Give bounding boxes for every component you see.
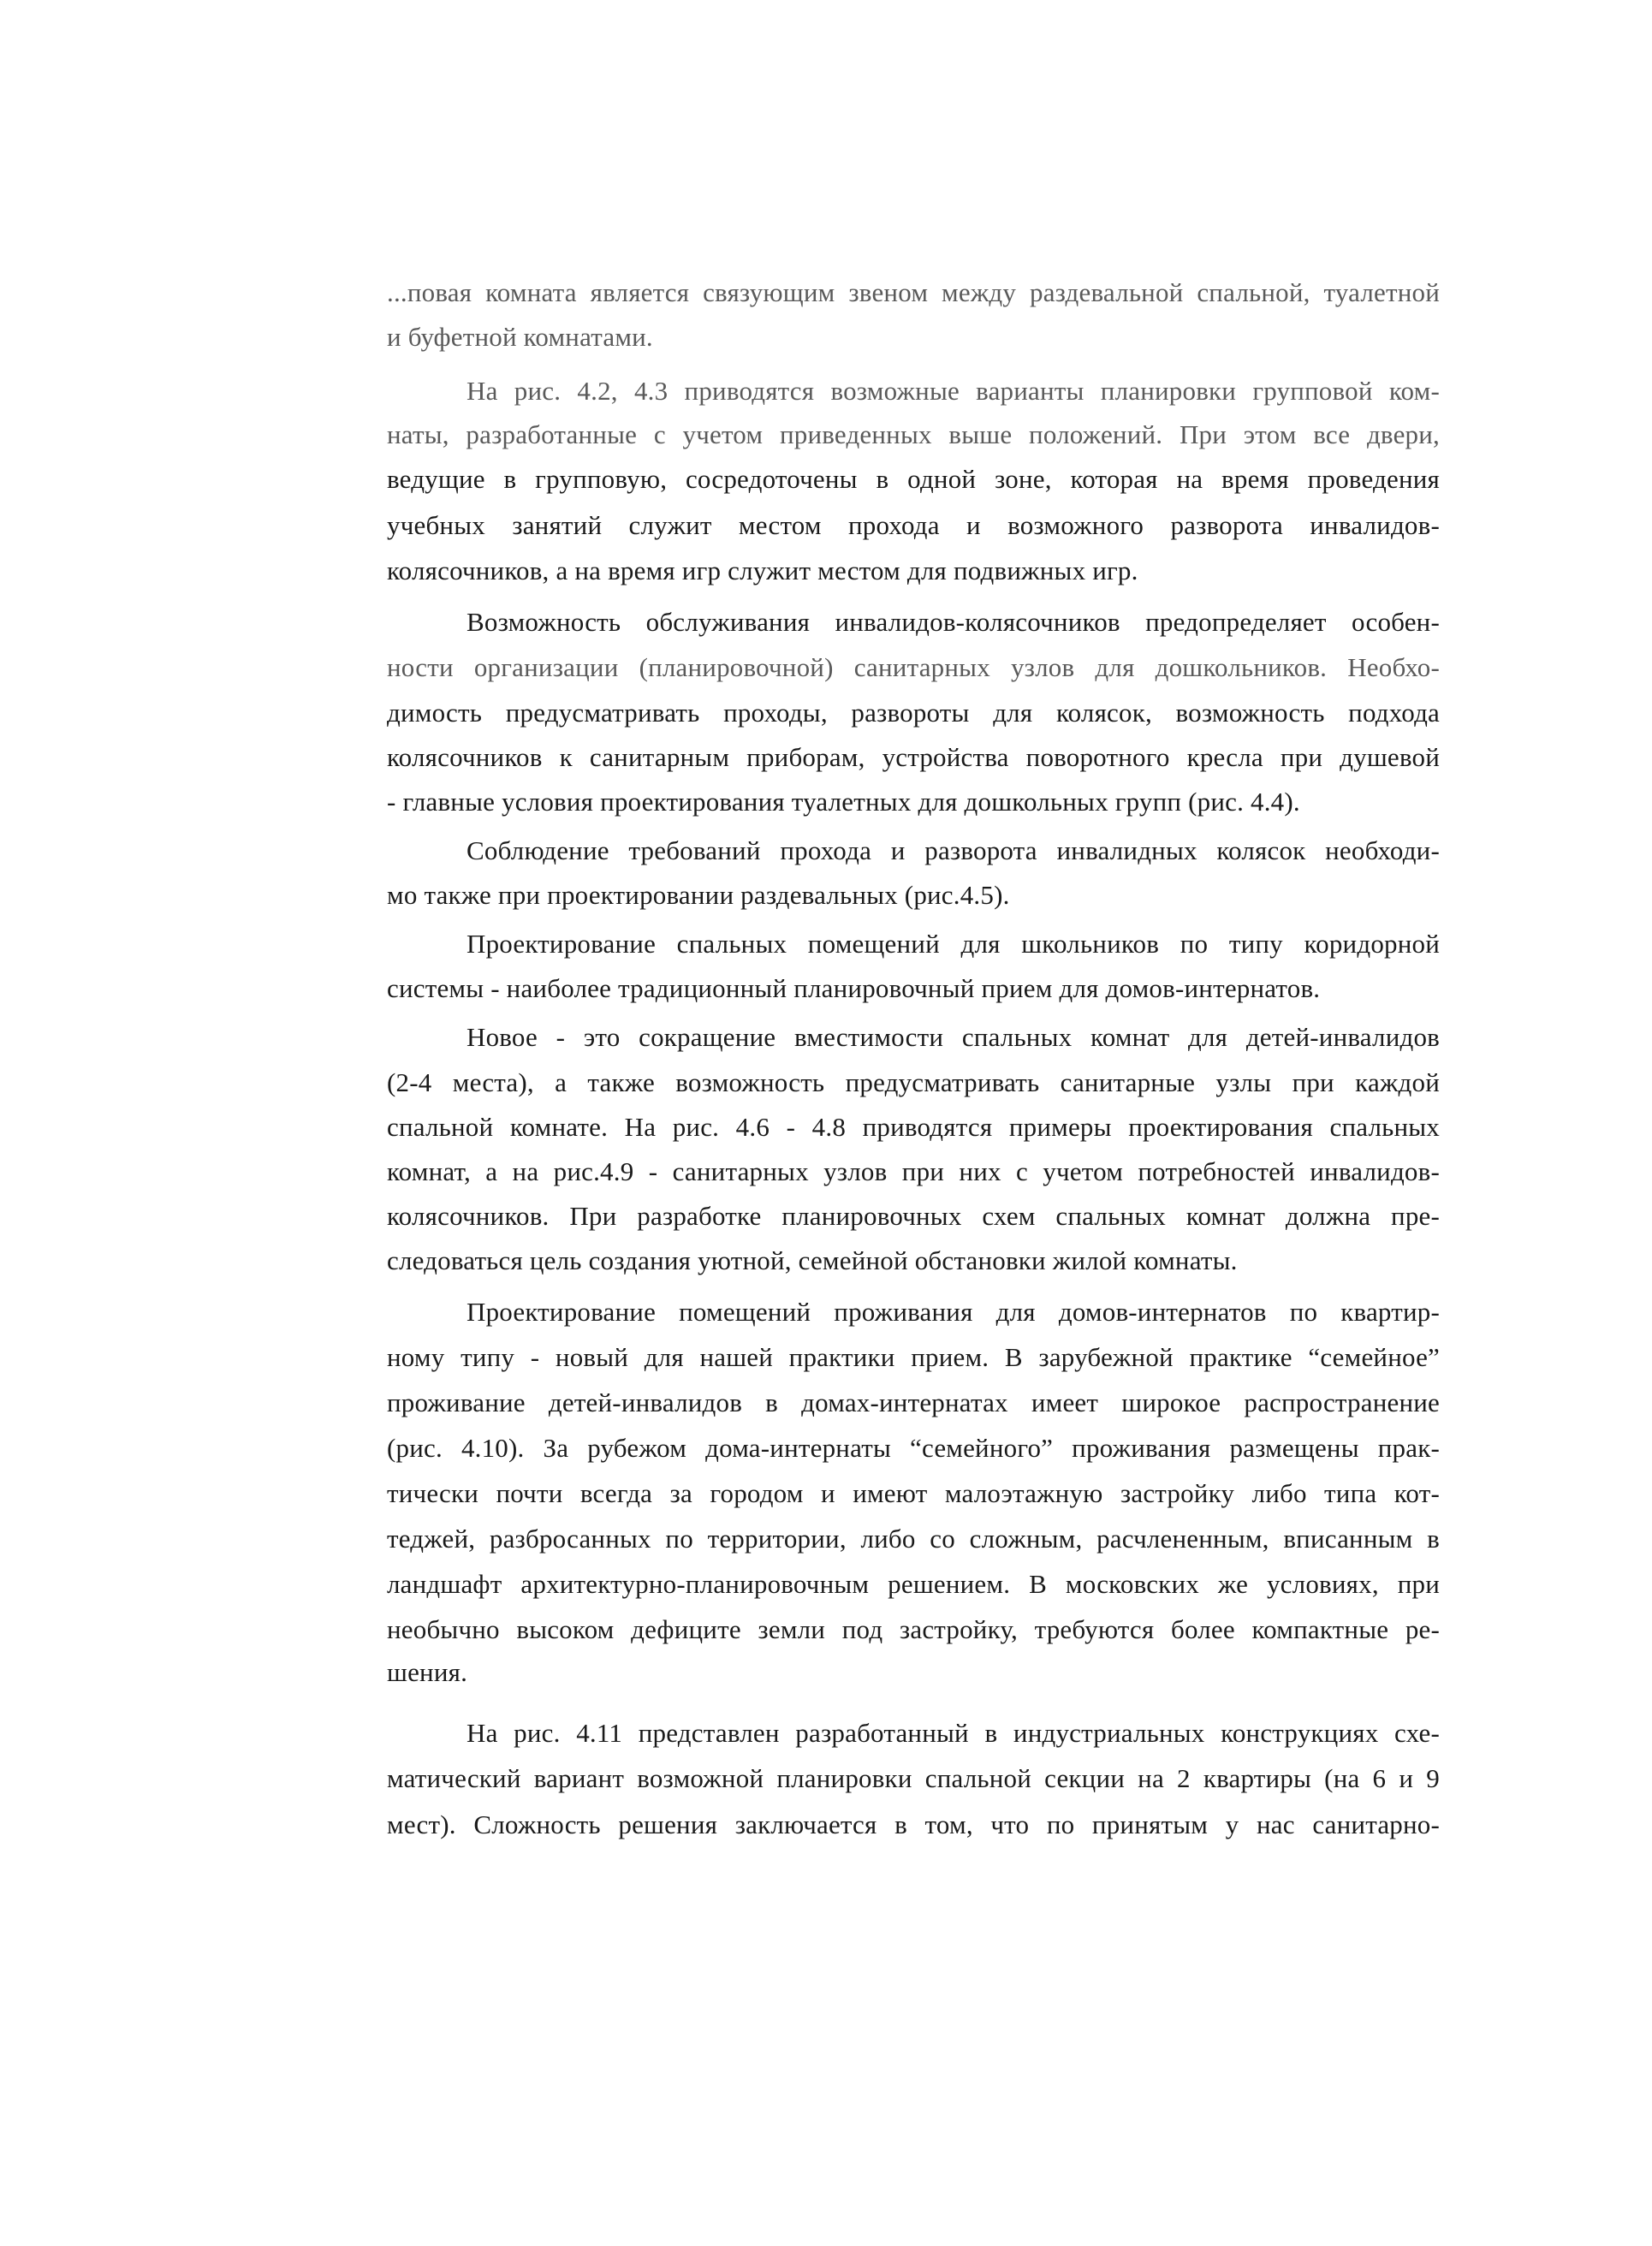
text-line: ности организации (планировочной) санитарных узлов для дошкольников. Необхо- xyxy=(387,652,1440,682)
text-line: системы - наиболее традиционный планировочный прием для домов-интернатов. xyxy=(387,973,1321,1003)
text-line: Проектирование спальных помещений для школьников по типу коридорной xyxy=(466,929,1440,959)
text-line: матический вариант возможной планировки спальной секции на 2 квартиры (на 6 и 9 xyxy=(387,1763,1440,1793)
text-line: колясочников к санитарным приборам, устройства поворотного кресла при душевой xyxy=(387,742,1440,772)
text-line: тически почти всегда за городом и имеют малоэтажную застройку либо типа кот- xyxy=(387,1478,1440,1508)
text-line: Новое - это сокращение вместимости спальных комнат для детей-инвалидов xyxy=(466,1022,1440,1052)
text-line: На рис. 4.2, 4.3 приводятся возможные варианты планировки групповой ком- xyxy=(466,376,1440,406)
text-line: мо также при проектировании раздевальных (рис.4.5). xyxy=(387,880,1010,910)
text-line: наты, разработанные с учетом приведенных выше положений. При этом все двери, xyxy=(387,419,1440,449)
text-line: Проектирование помещений проживания для домов-интернатов по квартир- xyxy=(466,1297,1440,1327)
text-line: Возможность обслуживания инвалидов-колясочников предопределяет особен- xyxy=(466,607,1440,637)
text-line: Соблюдение требований прохода и разворота инвалидных колясок необходи- xyxy=(466,835,1440,865)
text-line: На рис. 4.11 представлен разработанный в индустриальных конструкциях схе- xyxy=(466,1718,1440,1748)
text-line: и буфетной комнатами. xyxy=(387,322,653,352)
text-line: мест). Сложность решения заключается в том, что по принятым у нас санитарно- xyxy=(387,1809,1440,1839)
text-line: (рис. 4.10). За рубежом дома-интернаты “семейного” проживания размещены прак- xyxy=(387,1433,1440,1463)
text-line: колясочников, а на время игр служит местом для подвижных игр. xyxy=(387,556,1138,585)
text-line: ландшафт архитектурно-планировочным решением. В московских же условиях, при xyxy=(387,1569,1440,1599)
text-line: ному типу - новый для нашей практики прием. В зарубежной практике “семейное” xyxy=(387,1342,1440,1372)
text-line: проживание детей-инвалидов в домах-интернатах имеет широкое распространение xyxy=(387,1387,1440,1417)
text-line: (2-4 места), а также возможность предусматривать санитарные узлы при каждой xyxy=(387,1067,1440,1097)
text-line: комнат, а на рис.4.9 - санитарных узлов при них с учетом потребностей инвалидов- xyxy=(387,1156,1440,1186)
text-line: ...повая комната является связующим звеном между раздевальной спальной, туалетной xyxy=(387,277,1440,307)
text-line: шения. xyxy=(387,1657,468,1687)
text-line: колясочников. При разработке планировочных схем спальных комнат должна пре- xyxy=(387,1201,1440,1231)
text-line: теджей, разбросанных по территории, либо со сложным, расчлененным, вписанным в xyxy=(387,1524,1440,1554)
text-line: димость предусматривать проходы, развороты для колясок, возможность подхода xyxy=(387,698,1440,728)
text-line: - главные условия проектирования туалетных для дошкольных групп (рис. 4.4). xyxy=(387,787,1300,817)
text-line: учебных занятий служит местом прохода и возможного разворота инвалидов- xyxy=(387,510,1440,540)
text-line: спальной комнате. На рис. 4.6 - 4.8 приводятся примеры проектирования спальных xyxy=(387,1112,1440,1142)
text-line: ведущие в групповую, сосредоточены в одной зоне, которая на время проведения xyxy=(387,464,1440,494)
text-line: следоваться цель создания уютной, семейной обстановки жилой комнаты. xyxy=(387,1245,1238,1275)
text-line: необычно высоком дефиците земли под застройку, требуются более компактные ре- xyxy=(387,1614,1440,1644)
